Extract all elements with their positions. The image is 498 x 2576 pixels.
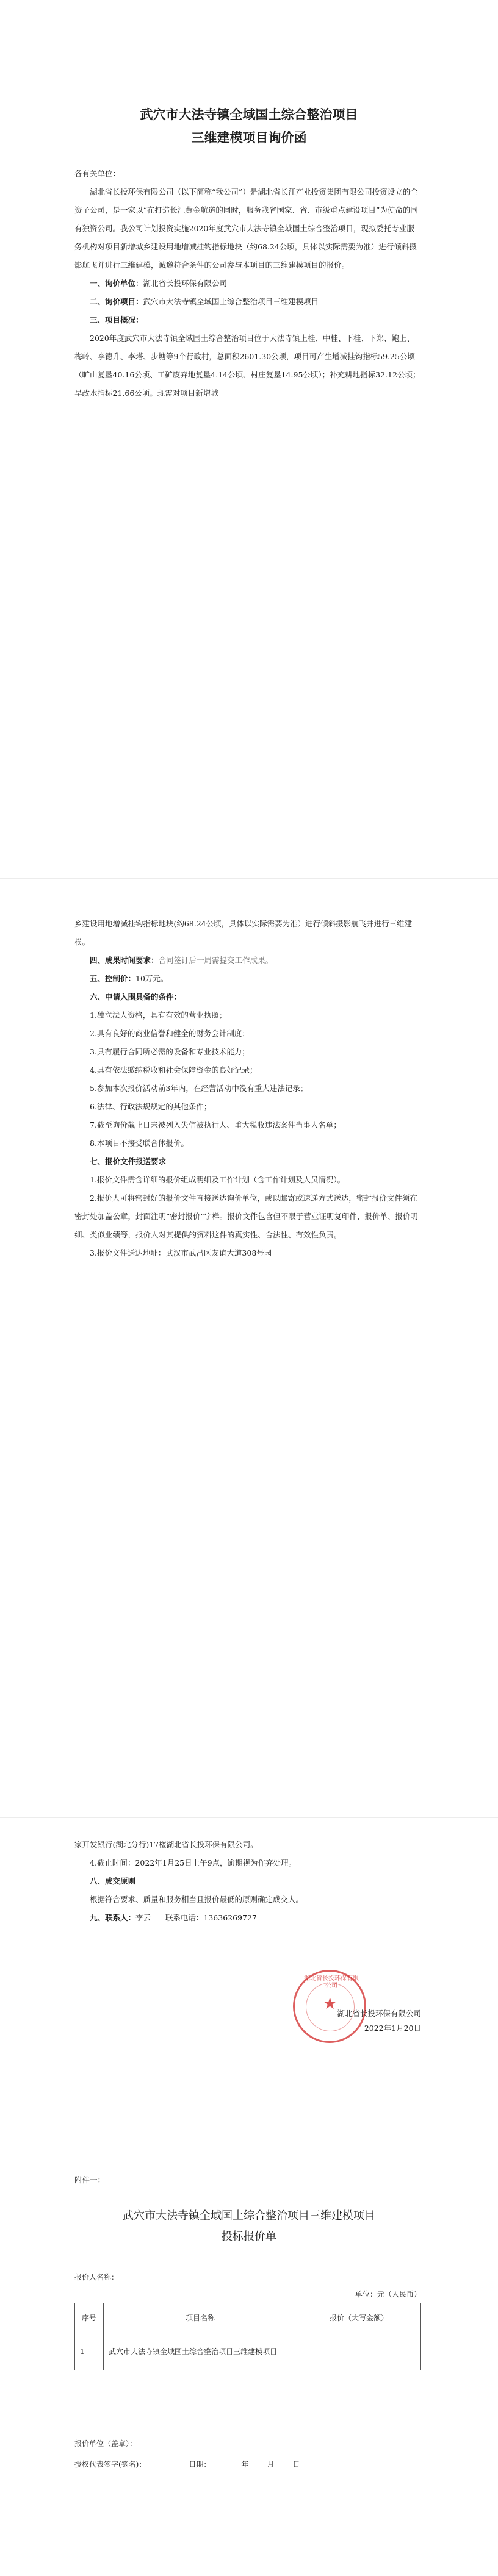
requirement-item: 1.报价文件需含详细的报价组成明细及工作计划（含工作计划及人员情况）。 xyxy=(90,1175,345,1184)
star-icon: ★ xyxy=(323,1995,337,2013)
section-2-value: 武穴市大法寺镇全域国土综合整治项目三维建模项目 xyxy=(143,297,319,306)
table-row xyxy=(75,2333,421,2370)
date-label: 日期： xyxy=(189,2460,211,2469)
condition-item: 3.具有履行合同所必需的设备和专业技术能力； xyxy=(90,1047,250,1056)
annex-title-line1: 武穴市大法寺镇全域国土综合整治项目三维建模项目 xyxy=(123,2209,375,2222)
section-6-label: 六、申请入围具备的条件： xyxy=(90,992,182,1001)
document-page-3 xyxy=(0,1823,498,2080)
section-7-label: 七、报价文件报送要求 xyxy=(90,1157,167,1166)
salutation: 各有关单位： xyxy=(74,169,121,178)
contact-name: 李云 xyxy=(135,1913,151,1922)
section-4-value: 合同签订后一周需提交工作成果。 xyxy=(158,956,273,965)
section-1-value: 湖北省长投环保有限公司 xyxy=(143,279,228,288)
row-amount-cell[interactable] xyxy=(297,2333,421,2370)
quote-table-header xyxy=(75,2303,421,2333)
condition-item: 2.具有良好的商业信誉和健全的财务会计制度； xyxy=(90,1029,250,1038)
signature-block xyxy=(238,2006,421,2036)
condition-item: 1.独立法人资格，具有有效的营业执照； xyxy=(90,1011,227,1020)
company-seal-text: 湖北省长投环保有限公司 xyxy=(304,1975,359,1989)
section-5-label: 五、控制价： xyxy=(90,974,136,983)
date-year: 年 xyxy=(241,2460,249,2469)
document-page-1 xyxy=(0,0,498,872)
annex-label-block xyxy=(74,2171,421,2189)
date-month: 月 xyxy=(267,2460,275,2469)
condition-item: 4.具有依法缴纳税收和社会保障资金的良好记录； xyxy=(90,1065,258,1075)
section-2 xyxy=(74,293,421,311)
section-4-label: 四、成果时间要求： xyxy=(90,956,159,965)
section-1 xyxy=(74,274,421,293)
page-separator xyxy=(0,1817,498,1818)
header-amount: 报价（大写金额） xyxy=(297,2303,421,2333)
section-4 xyxy=(74,951,421,970)
annex-signoff xyxy=(74,2433,421,2475)
annex-page xyxy=(0,2092,498,2574)
condition-item: 6.法律、行政法规规定的其他条件； xyxy=(90,1102,212,1111)
date-day: 日 xyxy=(292,2460,300,2469)
annex-form xyxy=(74,2269,421,2370)
bidder-name-label: 报价人名称： xyxy=(74,2273,119,2281)
conditions-list xyxy=(74,1006,421,1153)
condition-item: 7.截至询价截止日未被列入失信被执行人、重大税收违法案件当事人名单； xyxy=(90,1120,341,1129)
requirement-item: 3.报价文件送达地址：武汉市武昌区友谊大道308号园 xyxy=(90,1248,272,1258)
section-9 xyxy=(74,1909,421,1927)
intro-paragraph: 湖北省长投环保有限公司（以下简称“我公司”）是湖北省长江产业投资集团有限公司投资设立的全资子公司，是一家以“在打造长江黄金航道的同时，服务我省国家、省、市级重点建设项目”为使命的国有独资公司。我公司计划投资实施2020年度武穴市大法寺镇全域国土综合整治项目，现拟委托专业服务机构对项目新增城乡建设用地增减挂钩指标地块（约68.24公顷，具体以实际需要为准）进行倾斜摄影航飞并进行三维建模，诚邀符合条件的公司参与本项目的三维建模项目的报价。 xyxy=(74,187,418,270)
section-9-label: 九、联系人： xyxy=(90,1913,136,1922)
document-title-line1: 武穴市大法寺镇全域国土综合整治项目 xyxy=(140,107,358,122)
auth-signature-label: 授权代表签字(签名)： xyxy=(74,2460,146,2469)
section-3-label: 三、项目概况： xyxy=(90,315,143,324)
annex-title-line2: 投标报价单 xyxy=(222,2230,276,2243)
auth-signature-row xyxy=(74,2454,421,2475)
section-8-text: 根据符合要求、质量和服务相当且报价最低的原则确定成交人。 xyxy=(90,1895,304,1904)
requirement-item: 2.报价人可将密封好的报价文件直接送达询价单位，或以邮寄或速递方式送达，密封报价文件须在密封处加盖公章，封面注明“密封报价”字样。报价文件包含但不限于营业证明复印件、报价单、报价明细、类似业绩等，报价人对其提供的资料这件的真实性、合法性、有效性负责。 xyxy=(74,1193,418,1239)
signature-company: 湖北省长投环保有限公司 xyxy=(337,2009,421,2018)
document-body-page1 xyxy=(74,165,421,402)
condition-item: 8.本项目不接受联合体报价。 xyxy=(90,1139,189,1148)
document-body-page2 xyxy=(74,915,421,1262)
document-body-page3 xyxy=(74,1836,421,1927)
requirement-4: 4.截止时间：2022年1月25日上午9点，逾期视为作弃处理。 xyxy=(90,1858,297,1867)
section-3-text-b: 乡建设用地增减挂钩指标地块(约68.24公顷，具体以实际需要为准）进行倾斜摄影航飞并进行三维建模。 xyxy=(74,919,413,946)
unit-label: 单位：元（人民币） xyxy=(355,2290,421,2299)
section-5-value: 10万元。 xyxy=(135,974,168,983)
requirements-list xyxy=(74,1171,421,1262)
row-project-name: 武穴市大法寺镇全域国土综合整治项目三维建模项目 xyxy=(104,2333,297,2370)
section-3-text-a: 2020年度武穴市大法寺镇全域国土综合整治项目位于大法寺镇上桂、中桂、下桂、下郑、鲍上、梅岭、李德升、李塔、步塘等9个行政村，总面积2601.30公顷，项目可产生增减挂钩指标59.25公顷（旷山复垦40.16公顷、工矿废弃地复垦4.14公顷、村庄复垦14.95公顷）；补充耕地指标32.12公顷；旱改水指标21.66公顷。现需对项目新增城 xyxy=(74,334,420,398)
section-2-label: 二、询价项目： xyxy=(90,297,143,306)
contact-phone-label: 联系电话： xyxy=(165,1913,204,1922)
document-title-line2: 三维建模项目询价函 xyxy=(191,131,307,145)
document-page-2 xyxy=(0,884,498,1823)
header-project-name: 项目名称 xyxy=(104,2303,297,2333)
section-1-label: 一、询价单位： xyxy=(90,279,143,288)
contact-phone: 13636269727 xyxy=(203,1913,257,1922)
section-8-label: 八、成交原则 xyxy=(90,1877,136,1886)
row-index: 1 xyxy=(75,2333,104,2370)
requirement-3-continued: 家开发银行(湖北分行)17楼湖北省长投环保有限公司。 xyxy=(74,1840,258,1849)
condition-item: 5.参加本次报价活动前3年内，在经营活动中没有重大违法记录； xyxy=(90,1084,308,1093)
signature-date: 2022年1月20日 xyxy=(364,2023,421,2033)
section-5 xyxy=(74,970,421,988)
seal-label: 报价单位（盖章）： xyxy=(74,2439,137,2448)
annex-label: 附件一： xyxy=(74,2175,106,2184)
quote-table xyxy=(74,2303,421,2370)
page-separator xyxy=(0,878,498,879)
header-index: 序号 xyxy=(75,2303,104,2333)
